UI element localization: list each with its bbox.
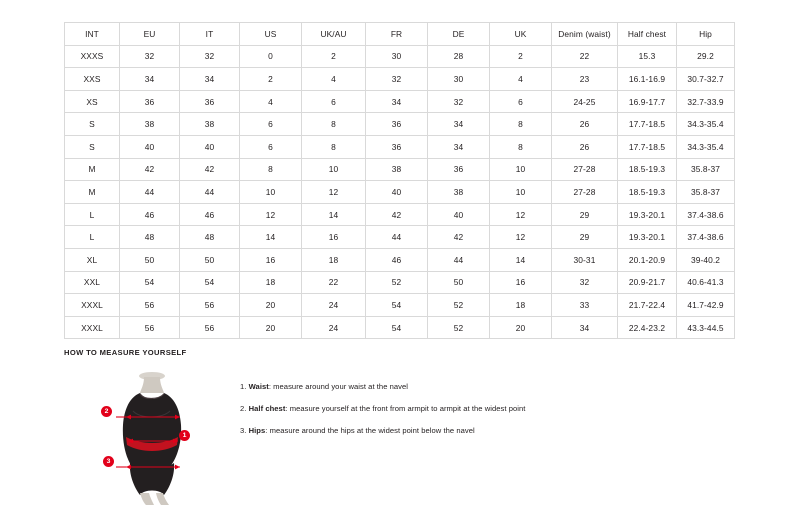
cell-fr: 54 <box>366 316 428 339</box>
instruction-term-half-chest: Half chest <box>248 404 286 413</box>
instruction-number-2: 2. <box>240 404 247 413</box>
table-row <box>65 271 735 294</box>
cell-uk: 12 <box>490 226 552 249</box>
cell-int: S <box>65 113 120 136</box>
cell-fr: 42 <box>366 203 428 226</box>
column-header-int: INT <box>65 23 120 46</box>
instruction-text-half-chest: : measure yourself at the front from armpit to armpit at the widest point <box>285 404 526 413</box>
cell-fr: 34 <box>366 90 428 113</box>
cell-it: 50 <box>180 248 240 271</box>
size-conversion-table <box>64 22 735 339</box>
table-row <box>65 248 735 271</box>
cell-int: L <box>65 226 120 249</box>
cell-us: 18 <box>240 271 302 294</box>
cell-us: 8 <box>240 158 302 181</box>
cell-hip: 40.6-41.3 <box>677 271 735 294</box>
instruction-text-hips: : measure around the hips at the widest point below the navel <box>265 426 475 435</box>
cell-fr: 46 <box>366 248 428 271</box>
cell-us: 10 <box>240 181 302 204</box>
cell-us: 2 <box>240 68 302 91</box>
cell-denim: 30-31 <box>552 248 618 271</box>
column-header-us: US <box>240 23 302 46</box>
cell-hip: 34.3-35.4 <box>677 135 735 158</box>
cell-ukau: 12 <box>302 181 366 204</box>
column-header-fr: FR <box>366 23 428 46</box>
cell-it: 46 <box>180 203 240 226</box>
cell-ukau: 24 <box>302 316 366 339</box>
cell-fr: 30 <box>366 45 428 68</box>
column-header-it: IT <box>180 23 240 46</box>
measure-badge-1: 1 <box>179 430 190 441</box>
table-row <box>65 68 735 91</box>
cell-uk: 16 <box>490 271 552 294</box>
measure-instruction-half-chest <box>240 403 734 414</box>
cell-int: M <box>65 158 120 181</box>
instruction-term-waist: Waist <box>248 382 269 391</box>
table-row <box>65 294 735 317</box>
cell-uk: 18 <box>490 294 552 317</box>
cell-de: 38 <box>428 181 490 204</box>
cell-fr: 32 <box>366 68 428 91</box>
table-row <box>65 135 735 158</box>
cell-ukau: 8 <box>302 113 366 136</box>
column-header-de: DE <box>428 23 490 46</box>
cell-de: 32 <box>428 90 490 113</box>
cell-fr: 36 <box>366 135 428 158</box>
cell-int: L <box>65 203 120 226</box>
cell-fr: 38 <box>366 158 428 181</box>
how-to-measure-body <box>64 367 734 507</box>
cell-ukau: 14 <box>302 203 366 226</box>
column-header-eu: EU <box>120 23 180 46</box>
cell-half-chest: 18.5-19.3 <box>618 158 677 181</box>
table-row <box>65 203 735 226</box>
measure-instruction-hips <box>240 425 734 436</box>
cell-de: 28 <box>428 45 490 68</box>
cell-hip: 29.2 <box>677 45 735 68</box>
table-body <box>65 45 735 339</box>
cell-us: 14 <box>240 226 302 249</box>
cell-eu: 36 <box>120 90 180 113</box>
cell-de: 30 <box>428 68 490 91</box>
how-to-measure-section <box>64 348 734 507</box>
cell-ukau: 10 <box>302 158 366 181</box>
cell-eu: 56 <box>120 294 180 317</box>
cell-uk: 20 <box>490 316 552 339</box>
cell-half-chest: 20.1-20.9 <box>618 248 677 271</box>
cell-hip: 37.4-38.6 <box>677 226 735 249</box>
table-row <box>65 113 735 136</box>
cell-de: 36 <box>428 158 490 181</box>
measure-badge-3: 3 <box>103 456 114 467</box>
cell-eu: 34 <box>120 68 180 91</box>
measure-instructions <box>240 367 734 447</box>
cell-denim: 26 <box>552 135 618 158</box>
table-row <box>65 90 735 113</box>
cell-uk: 10 <box>490 181 552 204</box>
table-row <box>65 316 735 339</box>
cell-us: 6 <box>240 135 302 158</box>
mannequin-figure <box>100 367 230 507</box>
cell-eu: 50 <box>120 248 180 271</box>
cell-hip: 35.8-37 <box>677 181 735 204</box>
cell-ukau: 16 <box>302 226 366 249</box>
cell-uk: 8 <box>490 113 552 136</box>
cell-us: 20 <box>240 294 302 317</box>
cell-de: 52 <box>428 294 490 317</box>
cell-denim: 29 <box>552 203 618 226</box>
cell-de: 44 <box>428 248 490 271</box>
cell-int: XXL <box>65 271 120 294</box>
cell-denim: 29 <box>552 226 618 249</box>
cell-hip: 32.7-33.9 <box>677 90 735 113</box>
table-row <box>65 158 735 181</box>
cell-eu: 54 <box>120 271 180 294</box>
cell-denim: 33 <box>552 294 618 317</box>
how-to-measure-title: HOW TO MEASURE YOURSELF <box>64 348 187 357</box>
cell-hip: 30.7-32.7 <box>677 68 735 91</box>
cell-hip: 41.7-42.9 <box>677 294 735 317</box>
instruction-text-waist: : measure around your waist at the navel <box>268 382 409 391</box>
cell-de: 42 <box>428 226 490 249</box>
cell-ukau: 24 <box>302 294 366 317</box>
cell-us: 16 <box>240 248 302 271</box>
cell-eu: 46 <box>120 203 180 226</box>
cell-fr: 52 <box>366 271 428 294</box>
cell-eu: 56 <box>120 316 180 339</box>
cell-denim: 24-25 <box>552 90 618 113</box>
cell-it: 36 <box>180 90 240 113</box>
cell-denim: 27-28 <box>552 158 618 181</box>
cell-ukau: 22 <box>302 271 366 294</box>
table-row <box>65 226 735 249</box>
cell-fr: 54 <box>366 294 428 317</box>
mannequin-illustration-svg <box>100 367 230 507</box>
cell-eu: 48 <box>120 226 180 249</box>
cell-hip: 39-40.2 <box>677 248 735 271</box>
cell-uk: 6 <box>490 90 552 113</box>
cell-de: 40 <box>428 203 490 226</box>
cell-int: XXS <box>65 68 120 91</box>
cell-it: 32 <box>180 45 240 68</box>
table-row <box>65 45 735 68</box>
cell-half-chest: 19.3-20.1 <box>618 226 677 249</box>
cell-int: XXXS <box>65 45 120 68</box>
column-header-hip: Hip <box>677 23 735 46</box>
cell-de: 52 <box>428 316 490 339</box>
cell-int: M <box>65 181 120 204</box>
cell-denim: 22 <box>552 45 618 68</box>
cell-eu: 44 <box>120 181 180 204</box>
cell-it: 40 <box>180 135 240 158</box>
cell-uk: 8 <box>490 135 552 158</box>
cell-hip: 35.8-37 <box>677 158 735 181</box>
cell-uk: 14 <box>490 248 552 271</box>
instruction-number-3: 3. <box>240 426 247 435</box>
cell-it: 38 <box>180 113 240 136</box>
cell-de: 34 <box>428 135 490 158</box>
instruction-number-1: 1. <box>240 382 247 391</box>
cell-it: 56 <box>180 294 240 317</box>
cell-us: 12 <box>240 203 302 226</box>
cell-uk: 2 <box>490 45 552 68</box>
measure-badge-2: 2 <box>101 406 112 417</box>
cell-hip: 34.3-35.4 <box>677 113 735 136</box>
cell-ukau: 18 <box>302 248 366 271</box>
table-header-row <box>65 23 735 46</box>
cell-half-chest: 17.7-18.5 <box>618 135 677 158</box>
cell-half-chest: 18.5-19.3 <box>618 181 677 204</box>
cell-hip: 43.3-44.5 <box>677 316 735 339</box>
cell-half-chest: 20.9-21.7 <box>618 271 677 294</box>
cell-half-chest: 16.1-16.9 <box>618 68 677 91</box>
cell-denim: 32 <box>552 271 618 294</box>
cell-half-chest: 15.3 <box>618 45 677 68</box>
cell-denim: 23 <box>552 68 618 91</box>
cell-it: 56 <box>180 316 240 339</box>
cell-int: XXXL <box>65 316 120 339</box>
cell-ukau: 2 <box>302 45 366 68</box>
instruction-term-hips: Hips <box>248 426 266 435</box>
cell-eu: 38 <box>120 113 180 136</box>
cell-ukau: 8 <box>302 135 366 158</box>
cell-half-chest: 22.4-23.2 <box>618 316 677 339</box>
cell-int: XS <box>65 90 120 113</box>
cell-it: 42 <box>180 158 240 181</box>
cell-uk: 12 <box>490 203 552 226</box>
cell-denim: 26 <box>552 113 618 136</box>
cell-it: 44 <box>180 181 240 204</box>
cell-de: 50 <box>428 271 490 294</box>
cell-uk: 4 <box>490 68 552 91</box>
cell-de: 34 <box>428 113 490 136</box>
column-header-uk: UK <box>490 23 552 46</box>
cell-hip: 37.4-38.6 <box>677 203 735 226</box>
cell-us: 4 <box>240 90 302 113</box>
cell-eu: 32 <box>120 45 180 68</box>
cell-it: 54 <box>180 271 240 294</box>
cell-denim: 27-28 <box>552 181 618 204</box>
cell-half-chest: 17.7-18.5 <box>618 113 677 136</box>
cell-fr: 36 <box>366 113 428 136</box>
column-header-half-chest: Half chest <box>618 23 677 46</box>
cell-uk: 10 <box>490 158 552 181</box>
cell-eu: 40 <box>120 135 180 158</box>
cell-fr: 40 <box>366 181 428 204</box>
cell-it: 48 <box>180 226 240 249</box>
cell-eu: 42 <box>120 158 180 181</box>
table-row <box>65 181 735 204</box>
cell-int: XXXL <box>65 294 120 317</box>
column-header-ukau: UK/AU <box>302 23 366 46</box>
cell-int: XL <box>65 248 120 271</box>
cell-denim: 34 <box>552 316 618 339</box>
cell-half-chest: 16.9-17.7 <box>618 90 677 113</box>
cell-half-chest: 21.7-22.4 <box>618 294 677 317</box>
cell-it: 34 <box>180 68 240 91</box>
cell-ukau: 4 <box>302 68 366 91</box>
measure-instruction-waist <box>240 381 734 392</box>
column-header-denim-waist: Denim (waist) <box>552 23 618 46</box>
cell-ukau: 6 <box>302 90 366 113</box>
cell-us: 20 <box>240 316 302 339</box>
cell-half-chest: 19.3-20.1 <box>618 203 677 226</box>
cell-int: S <box>65 135 120 158</box>
cell-fr: 44 <box>366 226 428 249</box>
cell-us: 6 <box>240 113 302 136</box>
size-table-container <box>64 22 734 339</box>
cell-us: 0 <box>240 45 302 68</box>
